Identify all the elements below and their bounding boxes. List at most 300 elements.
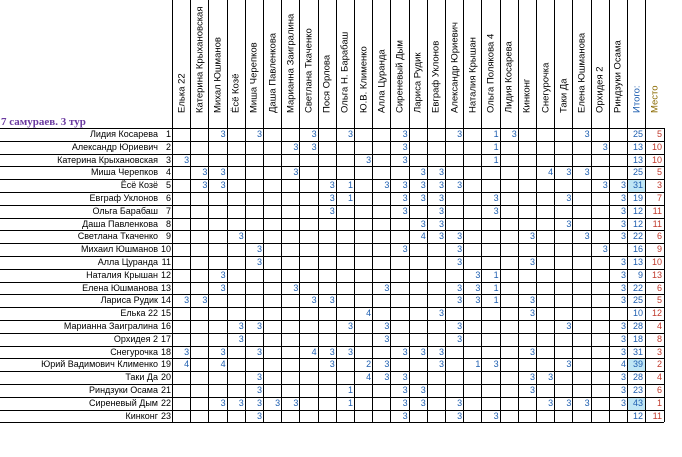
row-number: 19: [160, 359, 171, 370]
score-cell[interactable]: 3: [402, 205, 408, 216]
row-name-cell[interactable]: [0, 397, 172, 410]
place-cell[interactable]: 4: [656, 321, 662, 331]
score-cell[interactable]: 3: [620, 180, 626, 191]
score-cell[interactable]: 3: [220, 346, 226, 357]
score-cell[interactable]: 3: [529, 231, 535, 242]
place-cell[interactable]: 10: [651, 141, 662, 152]
score-cell[interactable]: 3: [256, 129, 262, 139]
score-cell[interactable]: 3: [347, 321, 353, 331]
score-cell[interactable]: 3: [256, 397, 262, 408]
score-cell[interactable]: 3: [438, 359, 444, 370]
column-header[interactable]: [591, 0, 609, 128]
place-cell[interactable]: 1: [656, 397, 662, 408]
score-cell[interactable]: 3: [347, 346, 353, 357]
place-cell[interactable]: 7: [656, 193, 662, 203]
grid-line: [0, 269, 664, 270]
score-cell[interactable]: 3: [384, 359, 390, 370]
score-cell[interactable]: 3: [220, 129, 226, 139]
score-cell[interactable]: 3: [329, 359, 335, 370]
row-name-cell[interactable]: [0, 179, 172, 192]
place-cell[interactable]: 8: [656, 333, 662, 344]
score-cell[interactable]: 1: [493, 282, 499, 293]
row-name: Риндзуки Осама: [89, 385, 158, 395]
score-cell[interactable]: 3: [420, 385, 426, 395]
place-cell[interactable]: 11: [652, 410, 662, 421]
score-cell[interactable]: 3: [457, 257, 463, 267]
row-number: 13: [160, 282, 171, 293]
grid-line: [0, 346, 664, 347]
score-cell[interactable]: 3: [620, 257, 626, 267]
total-cell[interactable]: 13: [632, 141, 643, 152]
row-name: Наталия Крышан: [86, 269, 158, 280]
place-header[interactable]: [645, 0, 664, 128]
score-cell[interactable]: 3: [311, 129, 317, 139]
row-name-cell[interactable]: [0, 346, 172, 359]
place-cell[interactable]: 5: [656, 167, 662, 178]
score-cell[interactable]: 3: [457, 333, 463, 344]
score-cell[interactable]: 3: [384, 372, 390, 383]
table-row: [0, 256, 682, 269]
score-cell[interactable]: 3: [256, 321, 262, 331]
column-header[interactable]: [336, 0, 354, 128]
column-header[interactable]: [427, 0, 445, 128]
column-header-label: Евграф Уклонов: [430, 40, 442, 113]
grid-line: [0, 307, 664, 308]
grid-line: [0, 218, 664, 219]
score-cell[interactable]: 3: [420, 397, 426, 408]
score-cell[interactable]: 4: [548, 167, 554, 178]
score-cell[interactable]: 3: [602, 244, 608, 255]
total-cell[interactable]: 13: [632, 257, 643, 267]
grid-line: [0, 358, 664, 359]
column-header[interactable]: [572, 0, 590, 128]
score-cell[interactable]: 4: [420, 231, 426, 242]
score-cell[interactable]: 3: [511, 129, 517, 139]
score-cell[interactable]: 3: [256, 346, 262, 357]
row-name-cell[interactable]: [0, 371, 172, 384]
place-cell[interactable]: 11: [652, 205, 662, 216]
score-cell[interactable]: 3: [548, 372, 554, 383]
total-cell[interactable]: 31: [632, 346, 643, 357]
score-cell[interactable]: 3: [329, 193, 335, 203]
grid-line: [390, 128, 391, 422]
place-cell[interactable]: 5: [656, 295, 662, 306]
score-cell[interactable]: 3: [457, 397, 463, 408]
score-cell[interactable]: 3: [220, 180, 226, 191]
score-cell[interactable]: 3: [475, 282, 481, 293]
total-cell[interactable]: 25: [632, 295, 643, 306]
score-cell[interactable]: 3: [620, 231, 626, 242]
score-cell[interactable]: 4: [620, 359, 626, 370]
score-cell[interactable]: 3: [457, 180, 463, 191]
score-cell[interactable]: 3: [311, 141, 317, 152]
grid-line: [245, 128, 246, 422]
total-cell[interactable]: 10: [632, 308, 643, 319]
score-cell[interactable]: 3: [602, 141, 608, 152]
column-header[interactable]: [227, 0, 245, 128]
place-cell[interactable]: 2: [656, 359, 662, 370]
place-header-label: Место: [649, 85, 661, 113]
total-cell[interactable]: 25: [632, 167, 643, 178]
row-name-cell[interactable]: [0, 154, 172, 167]
column-header[interactable]: [445, 0, 463, 128]
place-cell[interactable]: 6: [656, 231, 662, 242]
column-header[interactable]: [409, 0, 427, 128]
column-header[interactable]: [190, 0, 208, 128]
score-cell[interactable]: 3: [620, 218, 626, 229]
score-cell[interactable]: 3: [493, 359, 499, 370]
grid-line: [591, 128, 592, 422]
total-cell[interactable]: 12: [632, 218, 643, 229]
score-cell[interactable]: 4: [366, 308, 372, 319]
score-cell[interactable]: 3: [493, 410, 499, 421]
score-cell[interactable]: 3: [548, 397, 554, 408]
column-header-label: Миша Черепков: [248, 42, 260, 113]
score-cell[interactable]: 2: [366, 359, 372, 370]
score-cell[interactable]: 3: [529, 257, 535, 267]
score-cell[interactable]: 3: [529, 308, 535, 319]
score-cell[interactable]: 3: [275, 397, 281, 408]
total-cell[interactable]: 23: [632, 385, 643, 395]
column-header[interactable]: [263, 0, 281, 128]
score-cell[interactable]: 3: [238, 231, 244, 242]
place-cell[interactable]: 9: [656, 244, 662, 255]
row-number: 16: [160, 321, 171, 331]
score-cell[interactable]: 3: [584, 397, 590, 408]
score-cell[interactable]: 3: [384, 282, 390, 293]
score-cell[interactable]: 3: [584, 231, 590, 242]
score-cell[interactable]: 3: [438, 218, 444, 229]
score-cell[interactable]: 3: [256, 385, 262, 395]
score-cell[interactable]: 3: [602, 180, 608, 191]
row-number: 22: [160, 397, 171, 408]
score-cell[interactable]: 3: [402, 385, 408, 395]
column-header[interactable]: [354, 0, 372, 128]
row-name: Таки Да: [125, 372, 158, 383]
total-cell[interactable]: 12: [632, 410, 643, 421]
row-name-cell[interactable]: [0, 256, 172, 269]
score-cell[interactable]: 3: [438, 346, 444, 357]
score-cell[interactable]: 1: [347, 180, 353, 191]
column-header-label: Пося Орлова: [321, 54, 333, 113]
score-cell[interactable]: 3: [238, 321, 244, 331]
score-cell[interactable]: 3: [620, 282, 626, 293]
score-cell[interactable]: 3: [620, 269, 626, 280]
score-cell[interactable]: 3: [402, 372, 408, 383]
score-cell[interactable]: 1: [347, 385, 353, 395]
row-name-cell[interactable]: [0, 282, 172, 295]
score-cell[interactable]: 3: [202, 180, 208, 191]
score-cell[interactable]: 1: [475, 359, 481, 370]
score-cell[interactable]: 3: [620, 397, 626, 408]
score-cell[interactable]: 3: [493, 193, 499, 203]
score-cell[interactable]: 3: [329, 295, 335, 306]
score-cell[interactable]: 3: [402, 180, 408, 191]
score-cell[interactable]: 3: [384, 180, 390, 191]
score-cell[interactable]: 3: [438, 167, 444, 178]
row-name-cell[interactable]: [0, 128, 172, 141]
score-cell[interactable]: 3: [475, 295, 481, 306]
row-name-cell[interactable]: [0, 218, 172, 231]
score-cell[interactable]: 3: [457, 321, 463, 331]
score-cell[interactable]: 3: [329, 205, 335, 216]
score-cell[interactable]: 3: [420, 193, 426, 203]
row-name-cell[interactable]: [0, 230, 172, 243]
score-cell[interactable]: 3: [202, 167, 208, 178]
row-name-cell[interactable]: [0, 320, 172, 333]
score-cell[interactable]: 3: [457, 410, 463, 421]
score-cell[interactable]: 3: [438, 180, 444, 191]
score-cell[interactable]: 3: [402, 154, 408, 165]
column-header[interactable]: [536, 0, 554, 128]
total-cell[interactable]: 31: [627, 179, 645, 192]
grid-line: [0, 256, 664, 257]
row-name-cell[interactable]: [0, 269, 172, 282]
row-number: 14: [160, 295, 171, 306]
row-number: 21: [160, 385, 171, 395]
score-cell[interactable]: 1: [493, 141, 499, 152]
score-cell[interactable]: 4: [220, 359, 226, 370]
total-cell[interactable]: 22: [632, 282, 643, 293]
score-cell[interactable]: 3: [457, 282, 463, 293]
score-cell[interactable]: 3: [566, 321, 572, 331]
score-cell[interactable]: 1: [347, 193, 353, 203]
column-header[interactable]: [245, 0, 263, 128]
score-cell[interactable]: 3: [529, 295, 535, 306]
table-row: [0, 282, 682, 295]
place-cell[interactable]: 3: [656, 346, 662, 357]
score-cell[interactable]: 1: [493, 269, 499, 280]
score-cell[interactable]: 3: [329, 180, 335, 191]
total-cell[interactable]: 28: [632, 321, 643, 331]
score-cell[interactable]: 4: [184, 359, 190, 370]
row-name-cell[interactable]: [0, 192, 172, 205]
score-cell[interactable]: 3: [620, 385, 626, 395]
row-name: Александр Юриевич: [71, 141, 158, 152]
total-cell[interactable]: 18: [632, 333, 643, 344]
place-cell[interactable]: 10: [651, 154, 662, 165]
grid-line: [0, 397, 664, 398]
row-name: Катерина Крыхановская: [57, 154, 158, 165]
score-cell[interactable]: 3: [584, 167, 590, 178]
score-cell[interactable]: 1: [493, 295, 499, 306]
row-name-cell[interactable]: [0, 307, 172, 320]
score-cell[interactable]: 3: [238, 333, 244, 344]
column-header[interactable]: [318, 0, 336, 128]
score-cell[interactable]: 3: [566, 167, 572, 178]
score-cell[interactable]: 3: [293, 167, 299, 178]
score-cell[interactable]: 3: [256, 244, 262, 255]
row-number: 18: [160, 346, 171, 357]
score-cell[interactable]: 3: [402, 244, 408, 255]
score-cell[interactable]: 3: [256, 372, 262, 383]
score-cell[interactable]: 3: [402, 193, 408, 203]
table-row: [0, 333, 682, 346]
row-name-cell[interactable]: [0, 205, 172, 218]
score-cell[interactable]: 3: [438, 231, 444, 242]
row-name-cell[interactable]: [0, 410, 172, 423]
score-cell[interactable]: 3: [220, 397, 226, 408]
score-cell[interactable]: 3: [402, 141, 408, 152]
row-name: Даша Павленкова: [82, 218, 158, 229]
column-header[interactable]: [609, 0, 627, 128]
column-header[interactable]: [208, 0, 226, 128]
grid-line: [0, 282, 664, 283]
place-cell[interactable]: 3: [656, 180, 662, 191]
column-header[interactable]: [172, 0, 190, 128]
score-cell[interactable]: 3: [293, 141, 299, 152]
score-cell[interactable]: 3: [457, 231, 463, 242]
score-cell[interactable]: 3: [402, 346, 408, 357]
score-cell[interactable]: 3: [184, 346, 190, 357]
column-header[interactable]: [554, 0, 572, 128]
place-cell[interactable]: 11: [652, 218, 662, 229]
grid-line: [0, 371, 664, 372]
total-cell[interactable]: 43: [627, 397, 645, 410]
score-cell[interactable]: 3: [566, 397, 572, 408]
score-cell[interactable]: 3: [329, 346, 335, 357]
score-cell[interactable]: 3: [493, 205, 499, 216]
score-cell[interactable]: 3: [584, 129, 590, 139]
score-cell[interactable]: 3: [566, 193, 572, 203]
score-cell[interactable]: 3: [620, 333, 626, 344]
score-cell[interactable]: 3: [256, 257, 262, 267]
row-name-cell[interactable]: [0, 141, 172, 154]
row-name-cell[interactable]: [0, 384, 172, 397]
score-cell[interactable]: 3: [457, 295, 463, 306]
place-cell[interactable]: 13: [651, 269, 662, 280]
score-cell[interactable]: 3: [475, 269, 481, 280]
score-cell[interactable]: 3: [402, 397, 408, 408]
score-cell[interactable]: 3: [402, 129, 408, 139]
score-cell[interactable]: 3: [202, 295, 208, 306]
row-name: Михаил Юшманов: [81, 244, 158, 255]
column-header[interactable]: [518, 0, 536, 128]
row-name: Светлана Ткаченко: [77, 231, 158, 242]
grid-line: [0, 205, 664, 206]
score-cell[interactable]: 3: [620, 193, 626, 203]
column-header[interactable]: [463, 0, 481, 128]
column-header-label: Орхидея 2: [594, 66, 606, 113]
score-cell[interactable]: 3: [457, 244, 463, 255]
score-cell[interactable]: 3: [420, 167, 426, 178]
score-cell[interactable]: 3: [620, 372, 626, 383]
total-cell[interactable]: 22: [632, 231, 643, 242]
table-row: [0, 320, 682, 333]
score-cell[interactable]: 3: [529, 372, 535, 383]
score-cell[interactable]: 3: [620, 295, 626, 306]
grid-line: [0, 410, 664, 411]
score-cell[interactable]: 3: [238, 397, 244, 408]
score-cell[interactable]: 3: [529, 346, 535, 357]
score-cell[interactable]: 3: [620, 321, 626, 331]
column-header-label: Катерина Крыхановская: [194, 6, 206, 113]
column-header[interactable]: [281, 0, 299, 128]
place-cell[interactable]: 6: [656, 385, 662, 395]
score-cell[interactable]: 3: [420, 346, 426, 357]
column-header[interactable]: [390, 0, 408, 128]
score-cell[interactable]: 3: [347, 129, 353, 139]
place-cell[interactable]: 5: [656, 129, 662, 139]
score-cell[interactable]: 3: [420, 218, 426, 229]
row-number: 5: [165, 180, 171, 191]
score-cell[interactable]: 3: [566, 218, 572, 229]
score-cell[interactable]: 1: [493, 129, 499, 139]
column-header[interactable]: [481, 0, 499, 128]
score-cell[interactable]: 3: [256, 410, 262, 421]
grid-line: [463, 128, 464, 422]
total-cell[interactable]: 12: [632, 205, 643, 216]
column-header-label: Наталия Крышан: [467, 37, 479, 113]
row-name-cell[interactable]: [0, 243, 172, 256]
score-cell[interactable]: 3: [566, 359, 572, 370]
grid-line: [0, 333, 664, 334]
row-name-cell[interactable]: [0, 358, 172, 371]
score-cell[interactable]: 3: [184, 295, 190, 306]
column-header[interactable]: [500, 0, 518, 128]
score-cell[interactable]: 3: [366, 154, 372, 165]
score-cell[interactable]: 1: [347, 397, 353, 408]
grid-line: [0, 166, 664, 167]
score-cell[interactable]: 3: [620, 205, 626, 216]
row-name-cell[interactable]: [0, 333, 172, 346]
score-cell[interactable]: 3: [220, 167, 226, 178]
row-number: 3: [165, 154, 171, 165]
score-cell[interactable]: 3: [402, 410, 408, 421]
score-cell[interactable]: 3: [384, 333, 390, 344]
score-cell[interactable]: 3: [457, 129, 463, 139]
score-cell[interactable]: 3: [293, 397, 299, 408]
column-header[interactable]: [299, 0, 317, 128]
score-cell[interactable]: 3: [220, 269, 226, 280]
grid-line: [536, 128, 537, 422]
score-cell[interactable]: 3: [620, 346, 626, 357]
table-row: [0, 128, 682, 141]
score-cell[interactable]: 3: [184, 154, 190, 165]
place-cell[interactable]: 4: [656, 372, 662, 383]
score-cell[interactable]: 3: [438, 193, 444, 203]
total-cell[interactable]: 25: [632, 129, 643, 139]
total-header[interactable]: [627, 0, 645, 128]
score-cell[interactable]: 4: [311, 346, 317, 357]
place-cell[interactable]: 10: [651, 257, 662, 267]
total-cell[interactable]: 39: [627, 358, 645, 371]
total-cell[interactable]: 19: [632, 193, 643, 203]
score-cell[interactable]: 3: [438, 205, 444, 216]
score-cell[interactable]: 3: [420, 180, 426, 191]
score-cell[interactable]: 3: [311, 295, 317, 306]
total-cell[interactable]: 28: [632, 372, 643, 383]
score-cell[interactable]: 3: [293, 282, 299, 293]
row-name-cell[interactable]: [0, 294, 172, 307]
place-cell[interactable]: 12: [651, 308, 662, 319]
place-cell[interactable]: 6: [656, 282, 662, 293]
score-cell[interactable]: 1: [493, 154, 499, 165]
total-cell[interactable]: 13: [632, 154, 643, 165]
column-header-label: Светлана Ткаченко: [303, 28, 315, 113]
score-cell[interactable]: 3: [438, 308, 444, 319]
score-cell[interactable]: 3: [220, 282, 226, 293]
row-name-cell[interactable]: [0, 166, 172, 179]
total-cell[interactable]: 9: [637, 269, 643, 280]
row-number: 17: [160, 333, 171, 344]
score-cell[interactable]: 3: [529, 385, 535, 395]
column-header[interactable]: [372, 0, 390, 128]
score-cell[interactable]: 4: [366, 372, 372, 383]
score-cell[interactable]: 3: [384, 321, 390, 331]
column-header-label: Михал Юшманов: [212, 37, 224, 113]
total-cell[interactable]: 16: [632, 244, 643, 255]
